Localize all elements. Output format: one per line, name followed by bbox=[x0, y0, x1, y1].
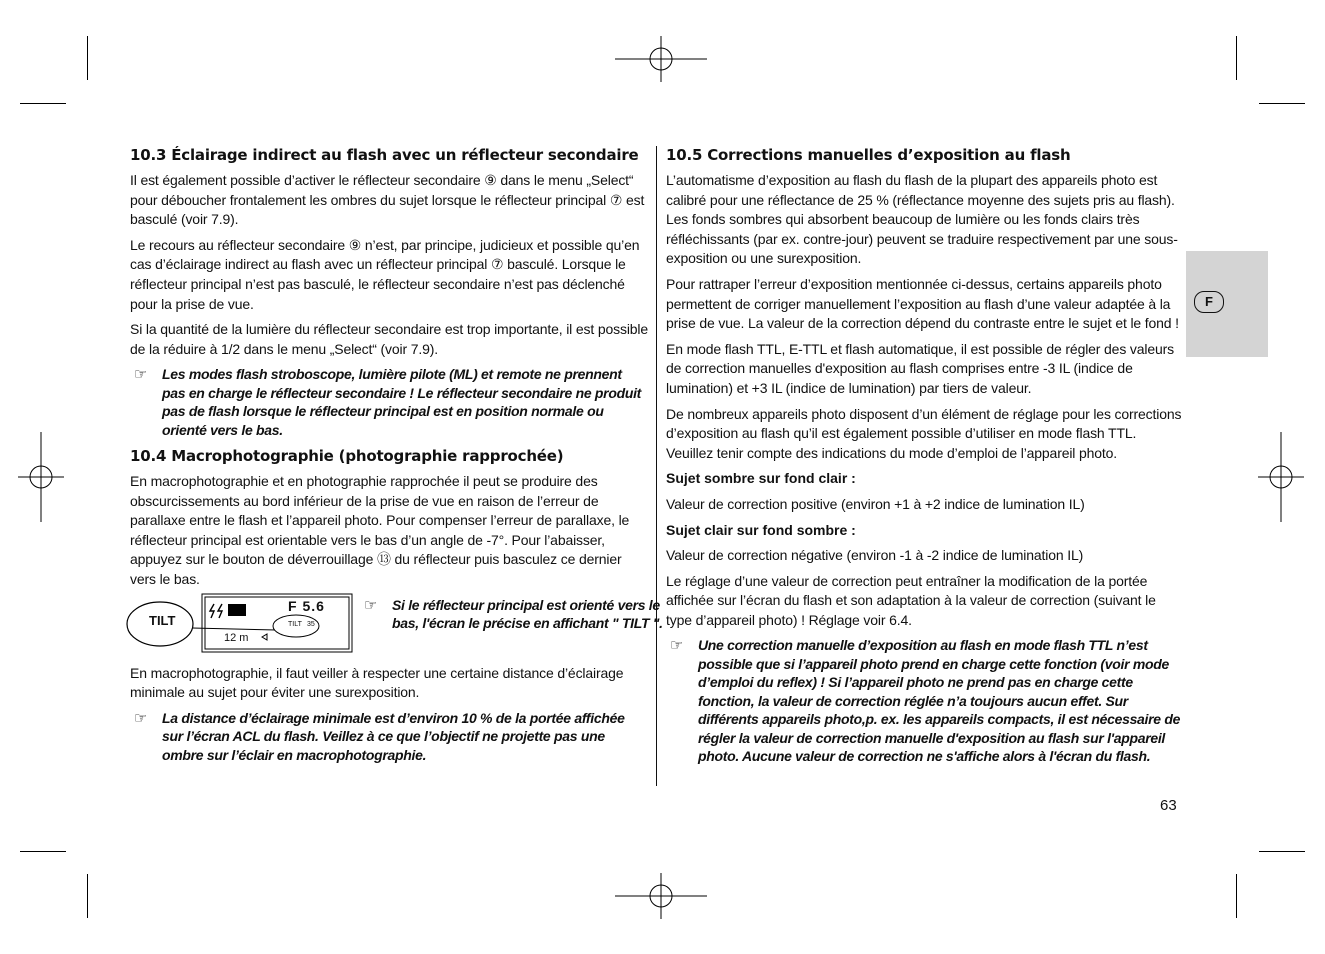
lcd-distance: 12 m bbox=[224, 631, 249, 644]
tilt-display-illustration bbox=[130, 595, 663, 656]
language-tab-label: F bbox=[1194, 291, 1224, 313]
paragraph: L’automatisme d’exposition au flash du flash de la plupart des appareils photo est calibré pour une réflectance de 25 % (réflectance moyenne des sujets pris au flash). Les fonds sombres qui absorbent beaucoup de lumière ou les fonds clairs très réfléchissants (par ex. contre-jour) peuvent se traduire respectivement par une sous-exposition ou une surexposition. bbox=[666, 172, 1178, 267]
pointing-hand-icon: ☞ bbox=[364, 595, 378, 614]
paragraph: En macrophotographie et en photographie rapprochée il peut se produire des obscurcissements au bord inférieur de la prise de vue en raison de l’erreur de parallaxe entre le flash et l’appareil photo. Pour compenser l’erreur de parallaxe, le réflecteur principal est orientable vers le bas d’un angle de -7°. Pour l’abaisser, appuyez sur le bouton de déverrouillage ⑬ du réflecteur puis basculez ce dernier vers le bas. bbox=[130, 472, 630, 587]
crop-mark bbox=[1259, 851, 1305, 852]
paragraph: En macrophotographie, il faut veiller à respecter une certaine distance d’éclairage minimale au sujet pour éviter une surexposition. bbox=[130, 664, 624, 701]
crop-mark bbox=[87, 36, 88, 80]
pointing-hand-icon: ☞ bbox=[134, 708, 148, 727]
column-divider bbox=[656, 146, 657, 786]
lcd-aperture: F 5.6 bbox=[288, 597, 325, 614]
section-title-10-3: 10.3 Éclairage indirect au flash avec un réflecteur secondaire bbox=[130, 146, 639, 164]
left-column bbox=[130, 146, 663, 772]
registration-mark-bottom bbox=[615, 873, 707, 919]
section-title-10-5: 10.5 Corrections manuelles d’exposition au flash bbox=[666, 146, 1071, 164]
paragraph: Valeur de correction positive (environ +1 à +2 indice de lumination IL) bbox=[666, 495, 1085, 512]
crop-mark bbox=[87, 874, 88, 918]
crop-mark bbox=[1259, 103, 1305, 104]
paragraph: Le réglage d’une valeur de correction peut entraîner la modification de la portée affichée sur l’écran du flash et son adaptation à la valeur de correction (suivant le type d’appareil photo) ! Réglage voir 6.4. bbox=[666, 572, 1156, 628]
paragraph: Si la quantité de la lumière du réflecteur secondaire est trop importante, il est possible de la réduire à 1/2 dans le menu „Select“ (voir 7.9). bbox=[130, 321, 649, 357]
registration-mark-left bbox=[18, 432, 64, 522]
paragraph: Il est également possible d’activer le réflecteur secondaire ⑨ dans le menu „Select“ pour déboucher frontalement les ombres du sujet lorsque le réflecteur principal ⑦ est basculé (voir 7.9). bbox=[130, 172, 645, 228]
pointing-hand-icon: ☞ bbox=[670, 636, 684, 655]
page-number: 63 bbox=[1160, 797, 1177, 814]
crop-mark bbox=[20, 851, 66, 852]
paragraph: En mode flash TTL, E-TTL et flash automatique, il est possible de régler des valeurs de correction manuelles d'exposition au flash comprises entre -3 IL (indice de lumination) et +3 IL (indice de lumination) par tiers de valeur. bbox=[666, 340, 1174, 396]
crop-mark bbox=[1236, 36, 1237, 80]
language-tab bbox=[1186, 251, 1268, 357]
note bbox=[130, 709, 648, 764]
lcd-tilt-value: 35 bbox=[307, 620, 315, 628]
lcd-tilt: TILT bbox=[288, 620, 302, 628]
note-text: Les modes flash stroboscope, lumière pilote (ML) et remote ne prennent pas en charge le réflecteur secondaire ! Le réflecteur secondaire ne produit pas de flash lorsque le réflecteur principal est en position normale ou orienté vers le bas. bbox=[162, 366, 642, 438]
note-text: La distance d’éclairage minimale est d’environ 10 % de la portée affichée sur l’écran ACL du flash. Veillez à ce que l’objectif ne projette pas une ombre sur l’éclair en macrophotographie. bbox=[162, 709, 625, 763]
paragraph: De nombreux appareils photo disposent d’un élément de réglage pour les corrections d’exposition au flash qu’il est également possible d’utiliser en mode flash TTL. Veuillez tenir compte des indications du mode d’emploi de l’appareil photo. bbox=[666, 405, 1182, 461]
registration-mark-right bbox=[1258, 432, 1304, 522]
pointing-hand-icon: ☞ bbox=[134, 365, 148, 384]
flash-bolt-icon bbox=[210, 604, 214, 618]
note-text: Une correction manuelle d’exposition au flash en mode flash TTL n’est possible que si l’appareil photo prend en charge cette fonction (voir mode d’emploi du reflex) ! Si l’appareil photo ne prend pas en charge cette fonction, la valeur de correction réglée n’a toujours aucun effet. Sur différents appareils photo,p. ex. les appareils compacts, il est nécessaire de régler la valeur de correction manuelle d'exposition au flash sur l'appareil photo. Aucune valeur de correction ne s'affiche alors à l'écran du flash. bbox=[698, 637, 1181, 764]
paragraph: Pour rattraper l’erreur d’exposition mentionnée ci-dessus, certains appareils photo permettent de corriger manuellement l’exposition au flash d’une valeur adaptée à la prise de vue. La valeur de la correction dépend du contraste entre le sujet et le fond ! bbox=[666, 275, 1179, 332]
note-text: Si le réflecteur principal est orienté vers le bas, l'écran le précise en affichant " TILT ". bbox=[392, 596, 663, 631]
section-title-10-4: 10.4 Macrophotographie (photographie rapprochée) bbox=[130, 446, 564, 465]
crop-mark bbox=[20, 103, 66, 104]
subheading: Sujet clair sur fond sombre : bbox=[666, 521, 856, 538]
crop-mark bbox=[1236, 874, 1237, 918]
note bbox=[130, 365, 648, 439]
registration-mark-top bbox=[615, 36, 707, 82]
paragraph: Le recours au réflecteur secondaire ⑨ n’est, par principe, judicieux et possible qu’en cas d’éclairage indirect au flash avec un réflecteur principal ⑦ basculé. Lorsque le réflecteur principal n’est pas basculé, le réflecteur secondaire n’est pas déclenché pour la prise de vue. bbox=[130, 236, 640, 312]
subheading: Sujet sombre sur fond clair : bbox=[666, 470, 856, 487]
note bbox=[666, 636, 1184, 765]
paragraph: Valeur de correction négative (environ -1 à -2 indice de lumination IL) bbox=[666, 547, 1084, 564]
right-column bbox=[666, 146, 1184, 773]
lcd-note bbox=[364, 596, 676, 633]
tilt-label: TILT bbox=[149, 612, 176, 628]
